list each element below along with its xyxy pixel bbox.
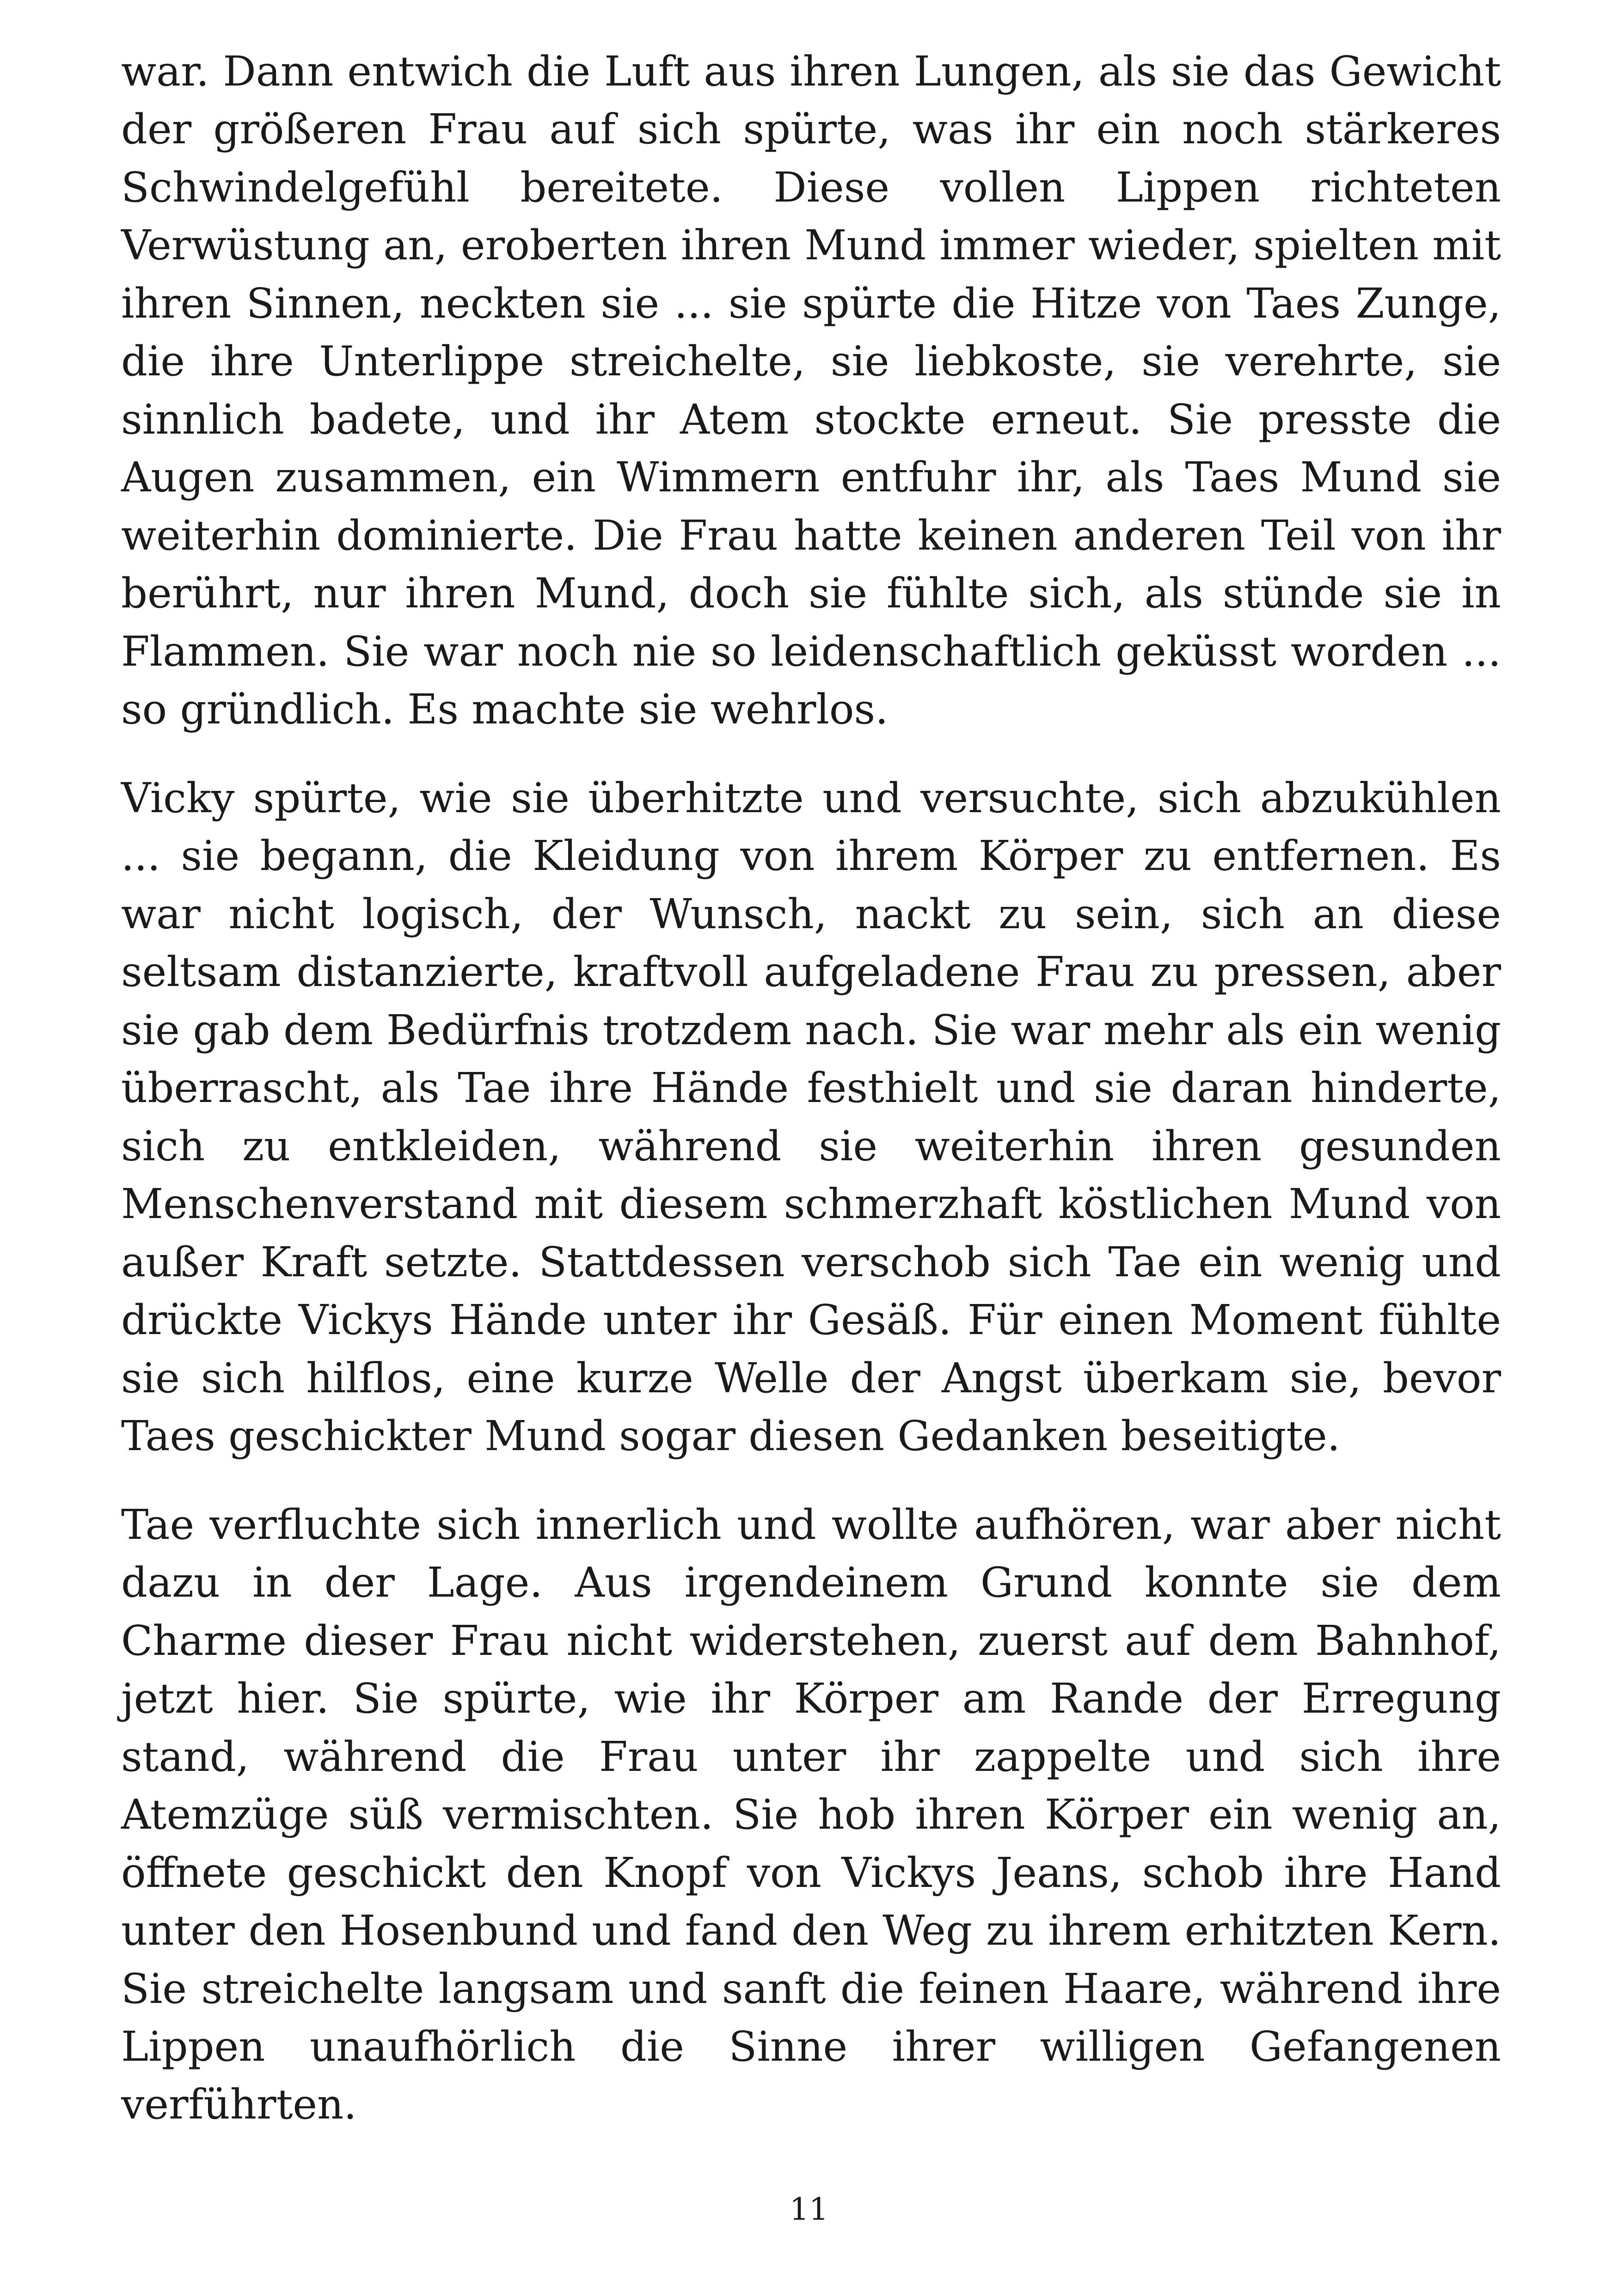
body-text (121, 43, 1501, 2134)
paragraph-2: Vicky spürte, wie sie überhitzte und versuchte, sich abzukühlen ... sie begann, die Kleidung von ihrem Körper zu entfernen. Es war nicht logisch, der Wunsch, nackt zu sein, sich an diese seltsam distanzierte, kraftvoll aufgeladene Frau zu pressen, aber sie gab dem Bedürfnis trotzdem nach. Sie war mehr als ein wenig überrascht, als Tae ihre Hände festhielt und sie daran hinderte, sich zu entkleiden, während sie weiterhin ihren gesunden Menschenverstand mit diesem schmerzhaft köstlichen Mund von außer Kraft setzte. Stattdessen verschob sich Tae ein wenig und drückte Vickys Hände unter ihr Gesäß. Für einen Moment fühlte sie sich hilflos, eine kurze Welle der Angst überkam sie, bevor Taes geschickter Mund sogar diesen Gedanken beseitigte. (121, 773, 1501, 1460)
paragraph-3: Tae verfluchte sich innerlich und wollte aufhören, war aber nicht dazu in der Lage. Aus irgendeinem Grund konnte sie dem Charme dieser Frau nicht widerstehen, zuerst auf dem Bahnhof, jetzt hier. Sie spürte, wie ihr Körper am Rande der Erregung stand, während die Frau unter ihr zappelte und sich ihre Atemzüge süß vermischten. Sie hob ihren Körper ein wenig an, öffnete geschickt den Knopf von Vickys Jeans, schob ihre Hand unter den Hosenbund und fand den Weg zu ihrem erhitzten Kern. Sie streichelte langsam und sanft die feinen Haare, während ihre Lippen unaufhörlich die Sinne ihrer willigen Gefangenen verführten. (121, 1500, 1501, 2129)
page-number: 11 (790, 2192, 828, 2227)
paragraph-1: war. Dann entwich die Luft aus ihren Lungen, als sie das Gewicht der größeren Frau auf sich spürte, was ihr ein noch stärkeres Schwindelgefühl bereitete. Diese vollen Lippen richteten Verwüstung an, eroberten ihren Mund immer wieder, spielten mit ihren Sinnen, neckten sie ... sie spürte die Hitze von Taes Zunge, die ihre Unterlippe streichelte, sie liebkoste, sie verehrte, sie sinnlich badete, und ihr Atem stockte erneut. Sie presste die Augen zusammen, ein Wimmern entfuhr ihr, als Taes Mund sie weiterhin dominierte. Die Frau hatte keinen anderen Teil von ihr berührt, nur ihren Mund, doch sie fühlte sich, als stünde sie in Flammen. Sie war noch nie so leidenschaftlich geküsst worden ... so gründlich. Es machte sie wehrlos. (121, 47, 1501, 734)
